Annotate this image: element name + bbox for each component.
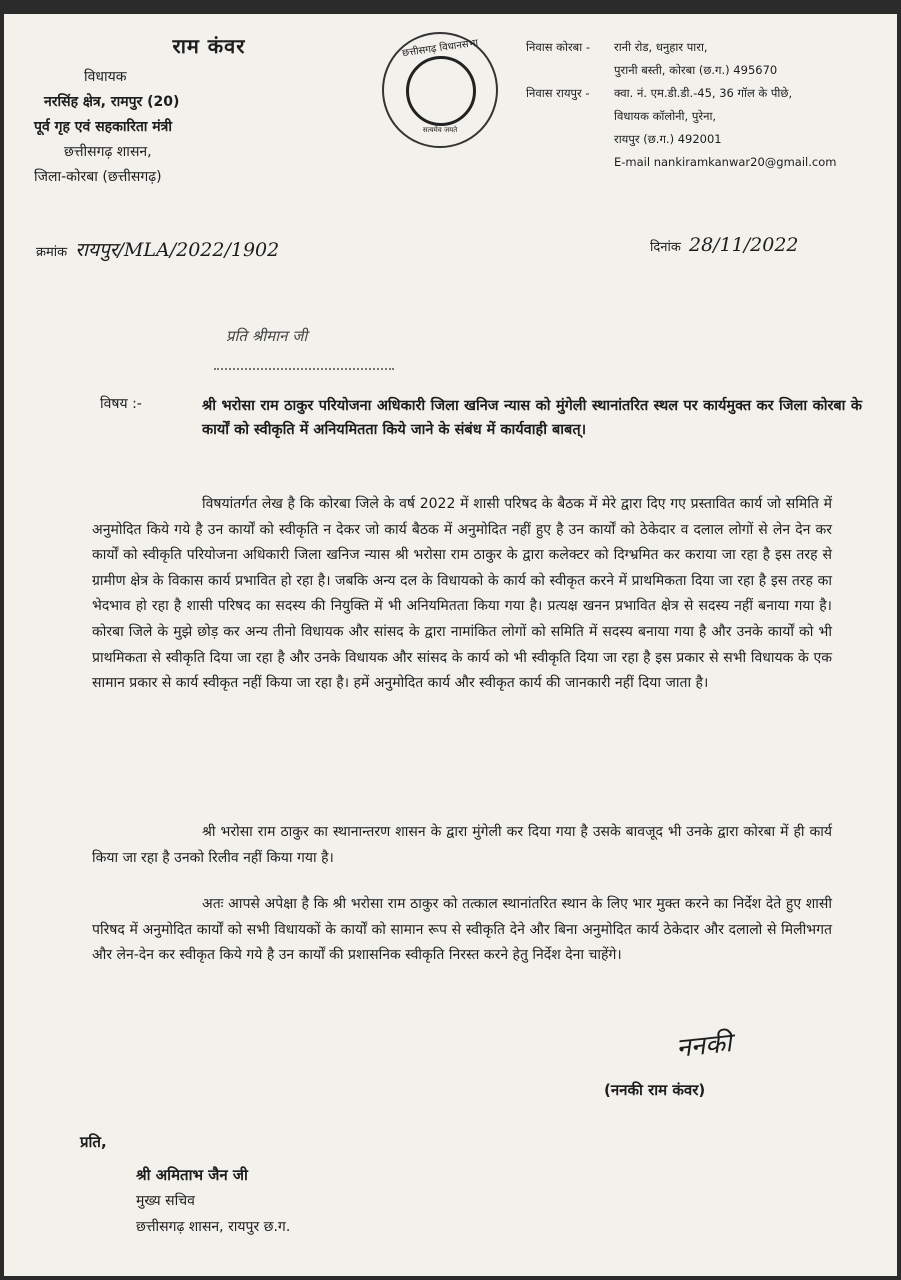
seal-text-bottom: सत्यमेव जयते xyxy=(422,126,458,134)
salutation: प्रति श्रीमान जी xyxy=(226,327,308,345)
sender-government: छत्तीसगढ़ शासन, xyxy=(64,144,152,160)
body-paragraph-1: विषयांतर्गत लेख है कि कोरबा जिले के वर्ष 2022 में शासी परिषद के बैठक में मेरे द्वारा दिए गए प्रस्तावित कार्य जो समिति में अनुमोदित किये गये है उन कार्यों को स्वीकृति न देकर जो कार्य बैठक में अनुमोदित नहीं हुए है उन कार्यों को ठेकेदार व दलाल लोगों से लेन देन कर कार्यों को स्वीकृति परियोजना अधिकारी जिला खनिज न्यास श्री भरोसा राम ठाकुर के द्वारा कलेक्टर को दिग्भ्रमित कर कराया जा रहा है इस तरह से ग्रामीण क्षेत्र के विकास कार्य प्रभावित हो रहा है। जबकि अन्य दल के विधायको के कार्य को स्वीकृत करने में प्राथमिकता दिया जा रहा है इस तरह का भेदभाव हो रहा है शासी परिषद का सदस्य की नियुक्ति में भी अनियमितता किया गया है। प्रत्यक्ष खनन प्रभावित क्षेत्र से सदस्य नहीं बनाया गया है। कोरबा जिले के मुझे छोड़ कर अन्य तीनो विधायक और सांसद के द्वारा नामांकित लोगों को समिति में सदस्य बनाया गया है और उनके कार्यों को भी प्राथमिकता से स्वीकृति दिया जा रहा है और उनके विधायक और सांसद के कार्य को भी स्वीकृति दिया जा रहा है इस प्रकार से सभी विधायक के एक सामान प्रकार से कार्य स्वीकृत नहीं किया जा रहा है। हमें अनुमोदित कार्य और स्वीकृत कार्य की जानकारी नहीं दिया जाता है। xyxy=(92,496,832,692)
letter-date xyxy=(650,234,799,256)
letterhead-right xyxy=(526,36,891,174)
seal-text-top: छत्तीसगढ़ विधानसभा xyxy=(401,37,479,60)
salutation-underline xyxy=(214,368,394,370)
recipient-name: श्री अमिताभ जैन जी xyxy=(136,1166,248,1184)
recipient-office: छत्तीसगढ़ शासन, रायपुर छ.ग. xyxy=(136,1219,291,1235)
sender-email: E-mail nankiramkanwar20@gmail.com xyxy=(614,155,837,169)
sender-designation: विधायक xyxy=(84,69,127,85)
signatory-name: (ननकी राम कंवर) xyxy=(604,1081,706,1099)
seal-inner-ring xyxy=(406,56,476,126)
subject-text: श्री भरोसा राम ठाकुर परियोजना अधिकारी जिला खनिज न्यास को मुंगेली स्थानांतरित स्थल पर कार्यमुक्त कर जिला कोरबा के कार्यों को स्वीकृति में अनियमितता किये जाने के संबंध में कार्यवाही बाबत्। xyxy=(202,398,862,438)
residence-raipur-line-1: निवास रायपुर - क्वा. नं. एम.डी.डी.-45, 36 गॉल के पीछे, xyxy=(526,82,891,105)
sender-former-post: पूर्व गृह एवं सहकारिता मंत्री xyxy=(34,119,173,135)
residence-raipur-label: निवास रायपुर - xyxy=(526,86,590,100)
sender-constituency: नरसिंह क्षेत्र, रामपुर (20) xyxy=(44,94,180,110)
subject-label: विषय :- xyxy=(100,396,142,412)
residence-korba-label: निवास कोरबा - xyxy=(526,40,591,54)
residence-raipur-line-3: रायपुर (छ.ग.) 492001 xyxy=(614,132,722,146)
reference-label: क्रमांक xyxy=(36,245,68,260)
emblem-seal xyxy=(382,32,498,148)
date-value: 28/11/2022 xyxy=(688,234,799,256)
residence-korba-line-1: निवास कोरबा - रानी रोड, धनुहार पारा, xyxy=(526,36,891,59)
sender-district: जिला-कोरबा (छत्तीसगढ़) xyxy=(34,169,162,185)
residence-korba-line-2: पुरानी बस्ती, कोरबा (छ.ग.) 495670 xyxy=(614,63,778,77)
body-paragraph-3: अतः आपसे अपेक्षा है कि श्री भरोसा राम ठाकुर को तत्काल स्थानांतरित स्थान के लिए भार मुक्त करने का निर्देश देते हुए शासी परिषद में अनुमोदित कार्यों को सभी विधायकों के कार्यों को सामान रूप से स्वीकृति देने और बिना अनुमोदित कार्य ठेकेदार और दलालो से मिलीभगत और लेन-देन कर स्वीकृत किये गये है उन कार्यों की प्रशासनिक स्वीकृति निरस्त करने हेतु निर्देश देना चाहेंगे। xyxy=(92,896,832,964)
reference-value: रायपुर/MLA/2022/1902 xyxy=(75,239,280,261)
reference-number xyxy=(36,236,279,262)
letter-page xyxy=(4,14,897,1276)
recipient-label: प्रति, xyxy=(80,1133,107,1151)
handwritten-signature: ननकी xyxy=(674,1028,734,1064)
letterhead-left xyxy=(34,32,364,190)
date-label: दिनांक xyxy=(650,240,681,255)
recipient-address xyxy=(136,1162,290,1240)
sender-name: राम कंवर xyxy=(172,34,246,58)
residence-raipur-line-2: विधायक कॉलोनी, पुरेना, xyxy=(614,109,717,123)
body-paragraph-2: श्री भरोसा राम ठाकुर का स्थानान्तरण शासन के द्वारा मुंगेली कर दिया गया है उसके बावजूद भी उनके द्वारा कोरबा में ही कार्य किया जा रहा है उनको रिलीव नहीं किया गया है। xyxy=(92,824,832,866)
recipient-designation: मुख्य सचिव xyxy=(136,1193,195,1209)
